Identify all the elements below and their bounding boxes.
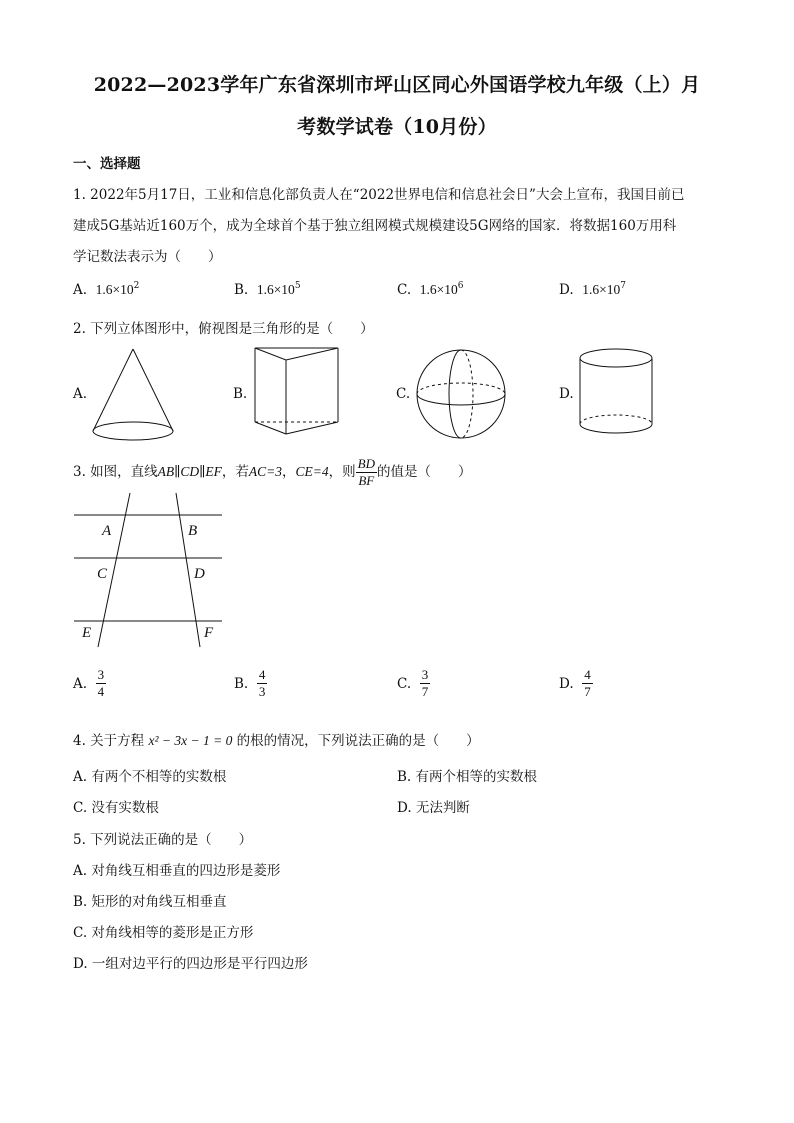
q3-option-c[interactable]: C. $\frac{3}{7}$	[397, 667, 429, 699]
q2-option-d-label[interactable]: D.	[559, 386, 574, 402]
q5-option-d[interactable]: D. 一组对边平行的四边形是平行四边形	[73, 956, 308, 972]
q1-option-b[interactable]: B. $1.6\times 10^5$	[234, 281, 301, 298]
q1-option-c[interactable]: C. $1.6\times 10^6$	[397, 281, 464, 298]
cylinder-figure	[576, 346, 656, 440]
q3-text: 3. 如图，直线AB∥CD∥EF，若AC=3，CE=4，则 $\frac{BD}{BF}$ 的值是（ ）	[73, 456, 472, 488]
q5-option-b[interactable]: B. 矩形的对角线互相垂直	[73, 894, 227, 910]
q3-option-b[interactable]: B. $\frac{4}{3}$	[234, 667, 266, 699]
q4-text: 4. 关于方程 x² − 3x − 1 = 0 的根的情况，下列说法正确的是（ ）	[73, 733, 480, 749]
q5-option-c[interactable]: C. 对角线相等的菱形是正方形	[73, 925, 254, 941]
exam-title-line2: 考数学试卷（10月份）	[297, 116, 497, 138]
q1-text-line1: 1. 2022年5月17日，工业和信息化部负责人在“2022世界电信和信息社会日”大会上宣布，我国目前已	[73, 187, 685, 203]
q1-option-a[interactable]: A. $1.6\times 10^2$	[73, 281, 140, 298]
q5-text: 5. 下列说法正确的是（ ）	[73, 832, 253, 848]
q5-option-a[interactable]: A. 对角线互相垂直的四边形是菱形	[73, 863, 281, 879]
q4-option-c[interactable]: C. 没有实数根	[73, 800, 159, 816]
q1-text-line3: 学记数法表示为（ ）	[73, 249, 222, 265]
point-label-d: D	[194, 566, 205, 582]
q1-text-line2: 建成5G基站近160万个，成为全球首个基于独立组网模式规模建设5G网络的国家．将数据160万用科	[73, 218, 677, 234]
sphere-figure	[414, 348, 510, 440]
q4-option-d[interactable]: D. 无法判断	[397, 800, 470, 816]
parallel-lines-figure	[70, 490, 230, 650]
exam-title-line1: 2022—2023学年广东省深圳市坪山区同心外国语学校九年级（上）月	[93, 74, 701, 96]
triangular-prism-figure	[250, 344, 342, 440]
q3-option-d[interactable]: D. $\frac{4}{7}$	[559, 667, 591, 699]
q3-fraction: $\frac{BD}{BF}$	[357, 456, 375, 488]
cone-figure	[88, 345, 178, 445]
q2-text: 2. 下列立体图形中，俯视图是三角形的是（ ）	[73, 321, 374, 337]
point-label-b: B	[188, 523, 198, 539]
q3-option-a[interactable]: A. $\frac{3}{4}$	[73, 667, 105, 699]
q4-option-b[interactable]: B. 有两个相等的实数根	[397, 769, 538, 785]
q1-option-d[interactable]: D. $1.6\times 10^7$	[559, 281, 626, 298]
point-label-a: A	[102, 523, 112, 539]
point-label-e: E	[82, 625, 92, 641]
q4-equation: x² − 3x − 1 = 0	[148, 733, 233, 748]
point-label-c: C	[97, 566, 108, 582]
point-label-f: F	[204, 625, 214, 641]
q2-option-c-label[interactable]: C.	[396, 386, 411, 402]
q4-option-a[interactable]: A. 有两个不相等的实数根	[73, 769, 227, 785]
q2-option-b-label[interactable]: B.	[233, 386, 248, 402]
section-heading: 一、选择题	[73, 156, 141, 172]
q2-option-a-label[interactable]: A.	[73, 386, 88, 402]
